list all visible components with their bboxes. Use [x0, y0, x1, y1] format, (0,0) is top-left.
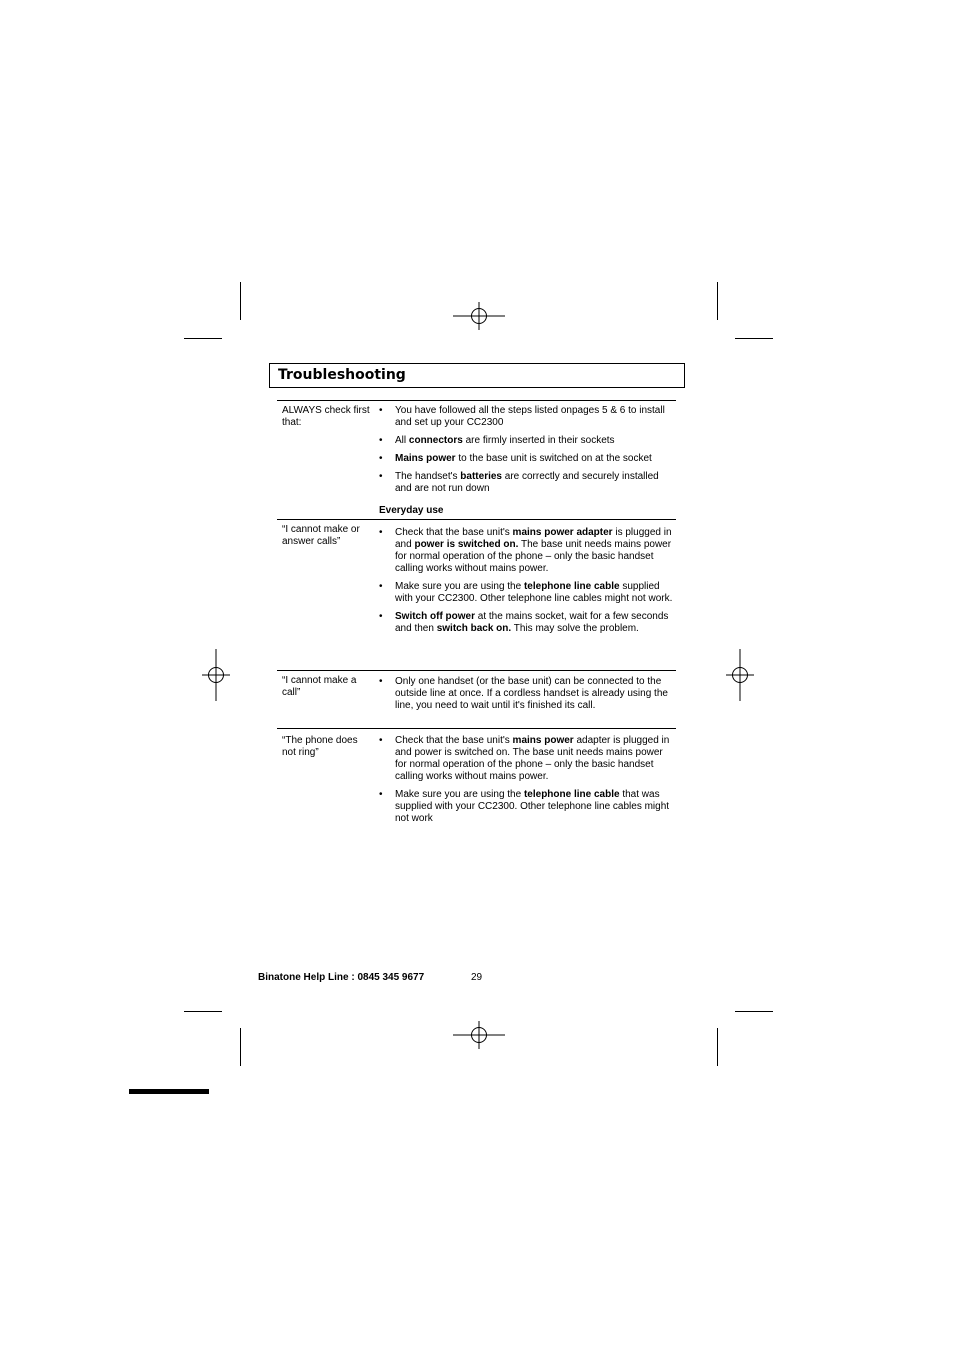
page-number: 29 [471, 972, 483, 983]
list-item: • Switch off power at the mains socket, wait for a few seconds and then switch back on. This may solve the problem. [379, 611, 676, 635]
list-item: • Check that the base unit's mains power adapter is plugged in and power is switched on. The base unit needs mains power for normal operation of the phone – only the basic handset calling works without mains power. [379, 527, 676, 575]
table-row [277, 670, 676, 728]
registration-mark-icon [714, 649, 766, 701]
crop-mark [717, 282, 718, 320]
troubleshooting-table [277, 400, 676, 834]
row-label: ALWAYS check first that: [282, 405, 370, 428]
list-item: • Mains power to the base unit is switched on at the socket [379, 453, 676, 465]
registration-mark-icon [190, 649, 242, 701]
table-row [277, 519, 676, 670]
crop-mark [184, 338, 222, 339]
row-label: “I cannot make a call” [282, 675, 357, 698]
registration-mark-icon [453, 1009, 505, 1061]
section-title-box [269, 363, 685, 388]
crop-mark [735, 338, 773, 339]
list-item: • Make sure you are using the telephone line cable that was supplied with your CC2300. Other telephone line cables might not work [379, 789, 676, 825]
row-label: “I cannot make or answer calls” [282, 524, 360, 547]
list-item: • Only one handset (or the base unit) can be connected to the outside line at once. If a cordless handset is already using the line, you need to wait until it's finished its call. [379, 676, 676, 712]
list-item: • The handset's batteries are correctly and securely installed and are not run down [379, 471, 676, 495]
list-item: • All connectors are firmly inserted in their sockets [379, 435, 676, 447]
row-label: “The phone does not ring” [282, 735, 358, 758]
crop-mark [240, 282, 241, 320]
decorative-bar [129, 1089, 209, 1094]
row-body [379, 729, 676, 825]
crop-mark [717, 1028, 718, 1066]
list-item: • Check that the base unit's mains power adapter is plugged in and power is switched on. The base unit needs mains power for normal operation of the phone – only the basic handset calling works without mains power. [379, 735, 676, 783]
crop-mark [184, 1011, 222, 1012]
row-body [379, 520, 676, 635]
table-row [277, 728, 676, 834]
crop-mark [735, 1011, 773, 1012]
registration-mark-icon [453, 290, 505, 342]
crop-mark [240, 1028, 241, 1066]
helpline-text: Binatone Help Line : 0845 345 9677 [258, 972, 425, 983]
row-body [379, 401, 676, 526]
subheading: Everyday use [379, 505, 444, 516]
table-row [277, 400, 676, 519]
list-item: • Make sure you are using the telephone line cable supplied with your CC2300. Other telephone line cables might not work. [379, 581, 676, 605]
page-title: Troubleshooting [278, 367, 406, 383]
list-item: • You have followed all the steps listed onpages 5 & 6 to install and set up your CC2300 [379, 405, 676, 429]
row-body [379, 671, 676, 712]
